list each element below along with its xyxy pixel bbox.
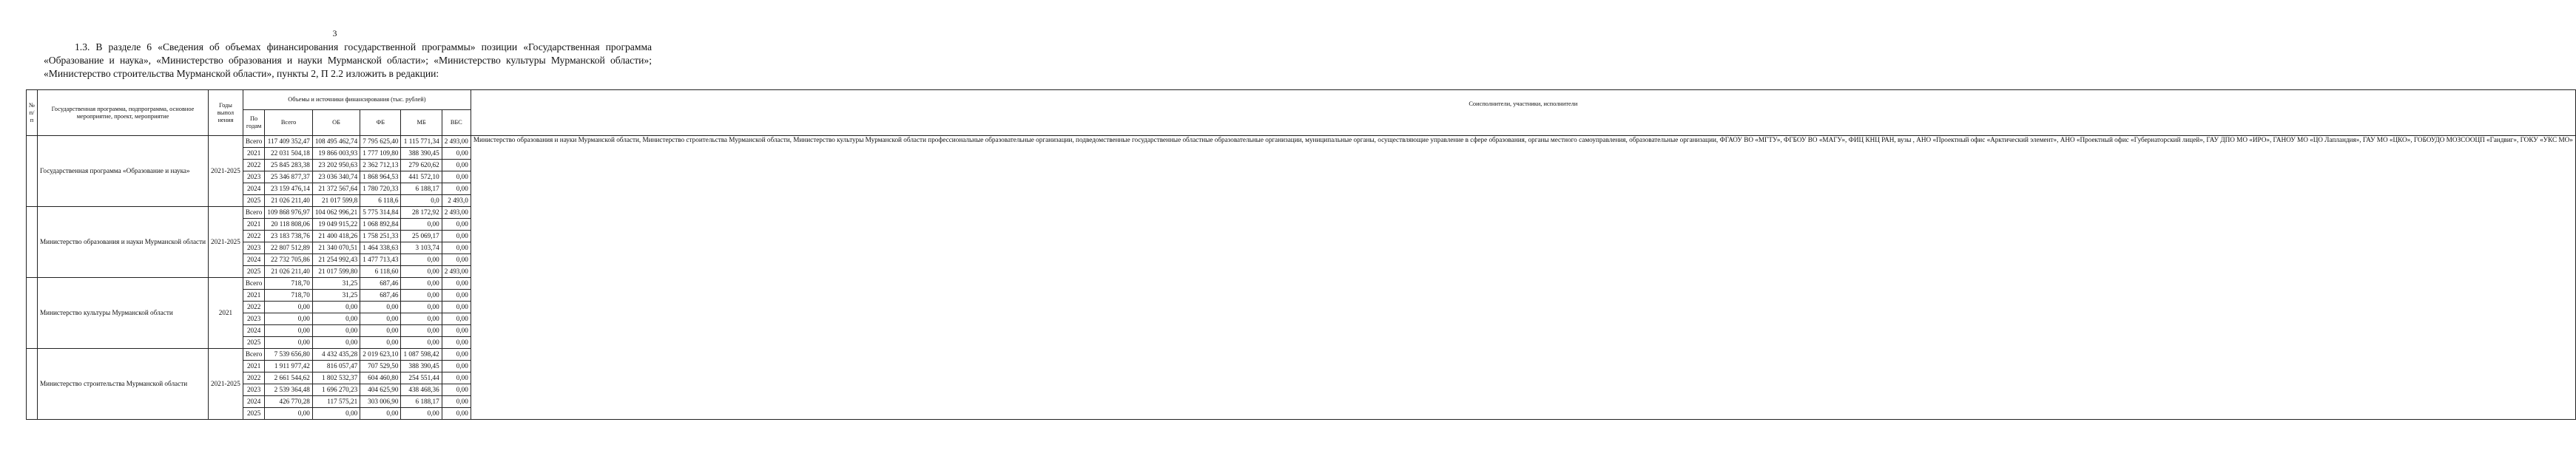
ob-cell: 23 036 340,74 bbox=[312, 171, 360, 183]
mb-cell: 388 390,45 bbox=[401, 361, 442, 372]
page-number: 3 bbox=[332, 28, 337, 38]
ob-cell: 19 866 003,93 bbox=[312, 148, 360, 160]
ob-cell: 0,00 bbox=[312, 302, 360, 313]
table-body bbox=[27, 136, 2576, 420]
mb-cell: 6 188,17 bbox=[401, 183, 442, 195]
vbs-cell: 0,00 bbox=[442, 171, 471, 183]
total-cell: 0,00 bbox=[265, 302, 312, 313]
program-name-cell: Государственная программа «Образование и наука» bbox=[38, 136, 209, 207]
fb-cell: 2 019 623,10 bbox=[360, 349, 401, 361]
year-cell: 2023 bbox=[243, 313, 265, 325]
year-cell: 2021 bbox=[243, 148, 265, 160]
header-mb: МБ bbox=[401, 110, 442, 136]
total-cell: 0,00 bbox=[265, 408, 312, 420]
year-cell: 2024 bbox=[243, 254, 265, 266]
fb-cell: 1 068 892,84 bbox=[360, 219, 401, 231]
header-funding: Объемы и источники финансирования (тыс. рублей) bbox=[243, 90, 471, 110]
mb-cell: 254 551,44 bbox=[401, 372, 442, 384]
fb-cell: 5 775 314,84 bbox=[360, 207, 401, 219]
intro-paragraph: 1.3. В разделе 6 «Сведения об объемах финансирования государственной программы» позиции «Государственная программа «Образование и наука», «Министерство образования и науки Мурманской области»; «Министерство культуры Мурманской области»; «Министерство строительства Мурманской области», пункты 2, П 2.2 изложить в редакции: bbox=[44, 41, 652, 79]
vbs-cell: 0,00 bbox=[442, 290, 471, 302]
fb-cell: 1 464 338,63 bbox=[360, 242, 401, 254]
header-vbs: ВБС bbox=[442, 110, 471, 136]
year-cell: 2024 bbox=[243, 183, 265, 195]
header-ob: ОБ bbox=[312, 110, 360, 136]
year-cell: 2021 bbox=[243, 361, 265, 372]
year-cell: 2021 bbox=[243, 219, 265, 231]
mb-cell: 0,00 bbox=[401, 313, 442, 325]
year-cell: 2025 bbox=[243, 266, 265, 278]
vbs-cell: 0,00 bbox=[442, 361, 471, 372]
total-cell: 1 911 977,42 bbox=[265, 361, 312, 372]
fb-cell: 6 118,60 bbox=[360, 266, 401, 278]
fb-cell: 687,46 bbox=[360, 278, 401, 290]
year-cell: Всего bbox=[243, 349, 265, 361]
mb-cell: 0,00 bbox=[401, 254, 442, 266]
vbs-cell: 0,00 bbox=[442, 325, 471, 337]
row-number-cell bbox=[27, 349, 38, 420]
vbs-cell: 0,00 bbox=[442, 349, 471, 361]
vbs-cell: 0,00 bbox=[442, 219, 471, 231]
ob-cell: 0,00 bbox=[312, 337, 360, 349]
vbs-cell: 0,00 bbox=[442, 242, 471, 254]
ob-cell: 21 254 992,43 bbox=[312, 254, 360, 266]
vbs-cell: 0,00 bbox=[442, 337, 471, 349]
year-cell: Всего bbox=[243, 207, 265, 219]
total-cell: 2 661 544,62 bbox=[265, 372, 312, 384]
mb-cell: 0,00 bbox=[401, 337, 442, 349]
fb-cell: 404 625,90 bbox=[360, 384, 401, 396]
header-program: Государственная программа, подпрограмма, основное мероприятие, проект, мероприятие bbox=[38, 90, 209, 136]
year-cell: 2021 bbox=[243, 290, 265, 302]
header-num: № п/п bbox=[27, 90, 38, 136]
ob-cell: 21 017 599,80 bbox=[312, 266, 360, 278]
row-number-cell bbox=[27, 207, 38, 278]
fb-cell: 0,00 bbox=[360, 313, 401, 325]
mb-cell: 1 087 598,42 bbox=[401, 349, 442, 361]
total-cell: 7 539 656,80 bbox=[265, 349, 312, 361]
total-cell: 0,00 bbox=[265, 313, 312, 325]
mb-cell: 438 468,36 bbox=[401, 384, 442, 396]
mb-cell: 0,00 bbox=[401, 408, 442, 420]
mb-cell: 0,0 bbox=[401, 195, 442, 207]
vbs-cell: 0,00 bbox=[442, 254, 471, 266]
mb-cell: 0,00 bbox=[401, 219, 442, 231]
mb-cell: 6 188,17 bbox=[401, 396, 442, 408]
ob-cell: 816 057,47 bbox=[312, 361, 360, 372]
execution-period-cell: 2021-2025 bbox=[209, 349, 243, 420]
year-cell: 2022 bbox=[243, 231, 265, 242]
ob-cell: 117 575,21 bbox=[312, 396, 360, 408]
year-cell: 2022 bbox=[243, 372, 265, 384]
fb-cell: 687,46 bbox=[360, 290, 401, 302]
mb-cell: 441 572,10 bbox=[401, 171, 442, 183]
vbs-cell: 0,00 bbox=[442, 148, 471, 160]
total-cell: 0,00 bbox=[265, 337, 312, 349]
execution-period-cell: 2021-2025 bbox=[209, 207, 243, 278]
vbs-cell: 0,00 bbox=[442, 302, 471, 313]
row-number-cell bbox=[27, 136, 38, 207]
vbs-cell: 0,00 bbox=[442, 278, 471, 290]
vbs-cell: 0,00 bbox=[442, 384, 471, 396]
program-name-cell: Министерство строительства Мурманской области bbox=[38, 349, 209, 420]
total-cell: 22 732 705,86 bbox=[265, 254, 312, 266]
total-cell: 718,70 bbox=[265, 278, 312, 290]
year-cell: 2025 bbox=[243, 408, 265, 420]
mb-cell: 25 069,17 bbox=[401, 231, 442, 242]
year-cell: 2024 bbox=[243, 325, 265, 337]
table-row bbox=[27, 136, 2576, 148]
fb-cell: 0,00 bbox=[360, 408, 401, 420]
header-years: Годы выпол нения bbox=[209, 90, 243, 136]
ob-cell: 1 696 270,23 bbox=[312, 384, 360, 396]
fb-cell: 1 868 964,53 bbox=[360, 171, 401, 183]
year-cell: Всего bbox=[243, 136, 265, 148]
year-cell: 2022 bbox=[243, 302, 265, 313]
mb-cell: 0,00 bbox=[401, 278, 442, 290]
vbs-cell: 0,00 bbox=[442, 408, 471, 420]
execution-period-cell: 2021-2025 bbox=[209, 136, 243, 207]
total-cell: 21 026 211,40 bbox=[265, 266, 312, 278]
year-cell: 2023 bbox=[243, 384, 265, 396]
total-cell: 23 183 738,76 bbox=[265, 231, 312, 242]
vbs-cell: 2 493,00 bbox=[442, 136, 471, 148]
total-cell: 117 409 352,47 bbox=[265, 136, 312, 148]
mb-cell: 0,00 bbox=[401, 302, 442, 313]
total-cell: 0,00 bbox=[265, 325, 312, 337]
total-cell: 426 770,28 bbox=[265, 396, 312, 408]
year-cell: 2023 bbox=[243, 242, 265, 254]
vbs-cell: 0,00 bbox=[442, 372, 471, 384]
row-number-cell bbox=[27, 278, 38, 349]
ob-cell: 1 802 532,37 bbox=[312, 372, 360, 384]
total-cell: 718,70 bbox=[265, 290, 312, 302]
fb-cell: 1 777 109,80 bbox=[360, 148, 401, 160]
total-cell: 20 118 808,06 bbox=[265, 219, 312, 231]
executors-cell: Министерство образования и науки Мурманской области, Министерство строительства Мурманской области, Министерство культуры Мурманской области профессиональные образовательные организации, подведомственные государственные областные образовательные организации, муниципальные органы, осуществляющие управление в сфере образования, органы местного самоуправления, образовательные организации, ФГАОУ ВО «МГТУ», ФГБОУ ВО «МАГУ», ФИЦ КНЦ РАН, вузы , АНО «Проектный офис «Арктический элемент», АНО «Проектный офис «Губернаторский лицей», ГАУ ДПО МО «ИРО», ГАНОУ МО «ЦО Лапландия», ГАУ МО «ЦКО», ГОБОУДО МОЗСООЦП «Гандвиг», ГОКУ «УКС МО» bbox=[471, 136, 2575, 420]
execution-period-cell: 2021 bbox=[209, 278, 243, 349]
mb-cell: 3 103,74 bbox=[401, 242, 442, 254]
total-cell: 23 159 476,14 bbox=[265, 183, 312, 195]
mb-cell: 28 172,92 bbox=[401, 207, 442, 219]
ob-cell: 0,00 bbox=[312, 313, 360, 325]
ob-cell: 21 372 567,64 bbox=[312, 183, 360, 195]
ob-cell: 31,25 bbox=[312, 290, 360, 302]
vbs-cell: 0,00 bbox=[442, 231, 471, 242]
mb-cell: 388 390,45 bbox=[401, 148, 442, 160]
total-cell: 22 031 504,18 bbox=[265, 148, 312, 160]
fb-cell: 0,00 bbox=[360, 302, 401, 313]
fb-cell: 2 362 712,13 bbox=[360, 160, 401, 171]
financing-table bbox=[26, 89, 2576, 420]
ob-cell: 21 400 418,26 bbox=[312, 231, 360, 242]
ob-cell: 21 340 070,51 bbox=[312, 242, 360, 254]
vbs-cell: 2 493,00 bbox=[442, 266, 471, 278]
ob-cell: 0,00 bbox=[312, 325, 360, 337]
total-cell: 2 539 364,48 bbox=[265, 384, 312, 396]
vbs-cell: 2 493,0 bbox=[442, 195, 471, 207]
mb-cell: 1 115 771,34 bbox=[401, 136, 442, 148]
ob-cell: 4 432 435,28 bbox=[312, 349, 360, 361]
vbs-cell: 0,00 bbox=[442, 313, 471, 325]
header-total: Всего bbox=[265, 110, 312, 136]
header-executors: Соисполнители, участники, исполнители bbox=[471, 90, 2575, 136]
vbs-cell: 0,00 bbox=[442, 396, 471, 408]
mb-cell: 279 620,62 bbox=[401, 160, 442, 171]
header-fb: ФБ bbox=[360, 110, 401, 136]
fb-cell: 1 477 713,43 bbox=[360, 254, 401, 266]
total-cell: 21 026 211,40 bbox=[265, 195, 312, 207]
year-cell: 2022 bbox=[243, 160, 265, 171]
total-cell: 109 868 976,97 bbox=[265, 207, 312, 219]
vbs-cell: 2 493,00 bbox=[442, 207, 471, 219]
vbs-cell: 0,00 bbox=[442, 183, 471, 195]
total-cell: 25 845 283,38 bbox=[265, 160, 312, 171]
fb-cell: 0,00 bbox=[360, 325, 401, 337]
fb-cell: 7 795 625,40 bbox=[360, 136, 401, 148]
fb-cell: 707 529,50 bbox=[360, 361, 401, 372]
ob-cell: 21 017 599,8 bbox=[312, 195, 360, 207]
fb-cell: 303 006,90 bbox=[360, 396, 401, 408]
header-by-year: По годам bbox=[243, 110, 265, 136]
year-cell: 2024 bbox=[243, 396, 265, 408]
ob-cell: 104 062 996,21 bbox=[312, 207, 360, 219]
year-cell: Всего bbox=[243, 278, 265, 290]
fb-cell: 1 758 251,33 bbox=[360, 231, 401, 242]
total-cell: 25 346 877,37 bbox=[265, 171, 312, 183]
ob-cell: 19 049 915,22 bbox=[312, 219, 360, 231]
program-name-cell: Министерство культуры Мурманской области bbox=[38, 278, 209, 349]
vbs-cell: 0,00 bbox=[442, 160, 471, 171]
fb-cell: 0,00 bbox=[360, 337, 401, 349]
ob-cell: 23 202 950,63 bbox=[312, 160, 360, 171]
year-cell: 2025 bbox=[243, 337, 265, 349]
mb-cell: 0,00 bbox=[401, 325, 442, 337]
total-cell: 22 807 512,89 bbox=[265, 242, 312, 254]
year-cell: 2025 bbox=[243, 195, 265, 207]
mb-cell: 0,00 bbox=[401, 290, 442, 302]
ob-cell: 0,00 bbox=[312, 408, 360, 420]
ob-cell: 108 495 462,74 bbox=[312, 136, 360, 148]
fb-cell: 6 118,6 bbox=[360, 195, 401, 207]
mb-cell: 0,00 bbox=[401, 266, 442, 278]
year-cell: 2023 bbox=[243, 171, 265, 183]
fb-cell: 1 780 720,33 bbox=[360, 183, 401, 195]
program-name-cell: Министерство образования и науки Мурманской области bbox=[38, 207, 209, 278]
ob-cell: 31,25 bbox=[312, 278, 360, 290]
fb-cell: 604 460,80 bbox=[360, 372, 401, 384]
